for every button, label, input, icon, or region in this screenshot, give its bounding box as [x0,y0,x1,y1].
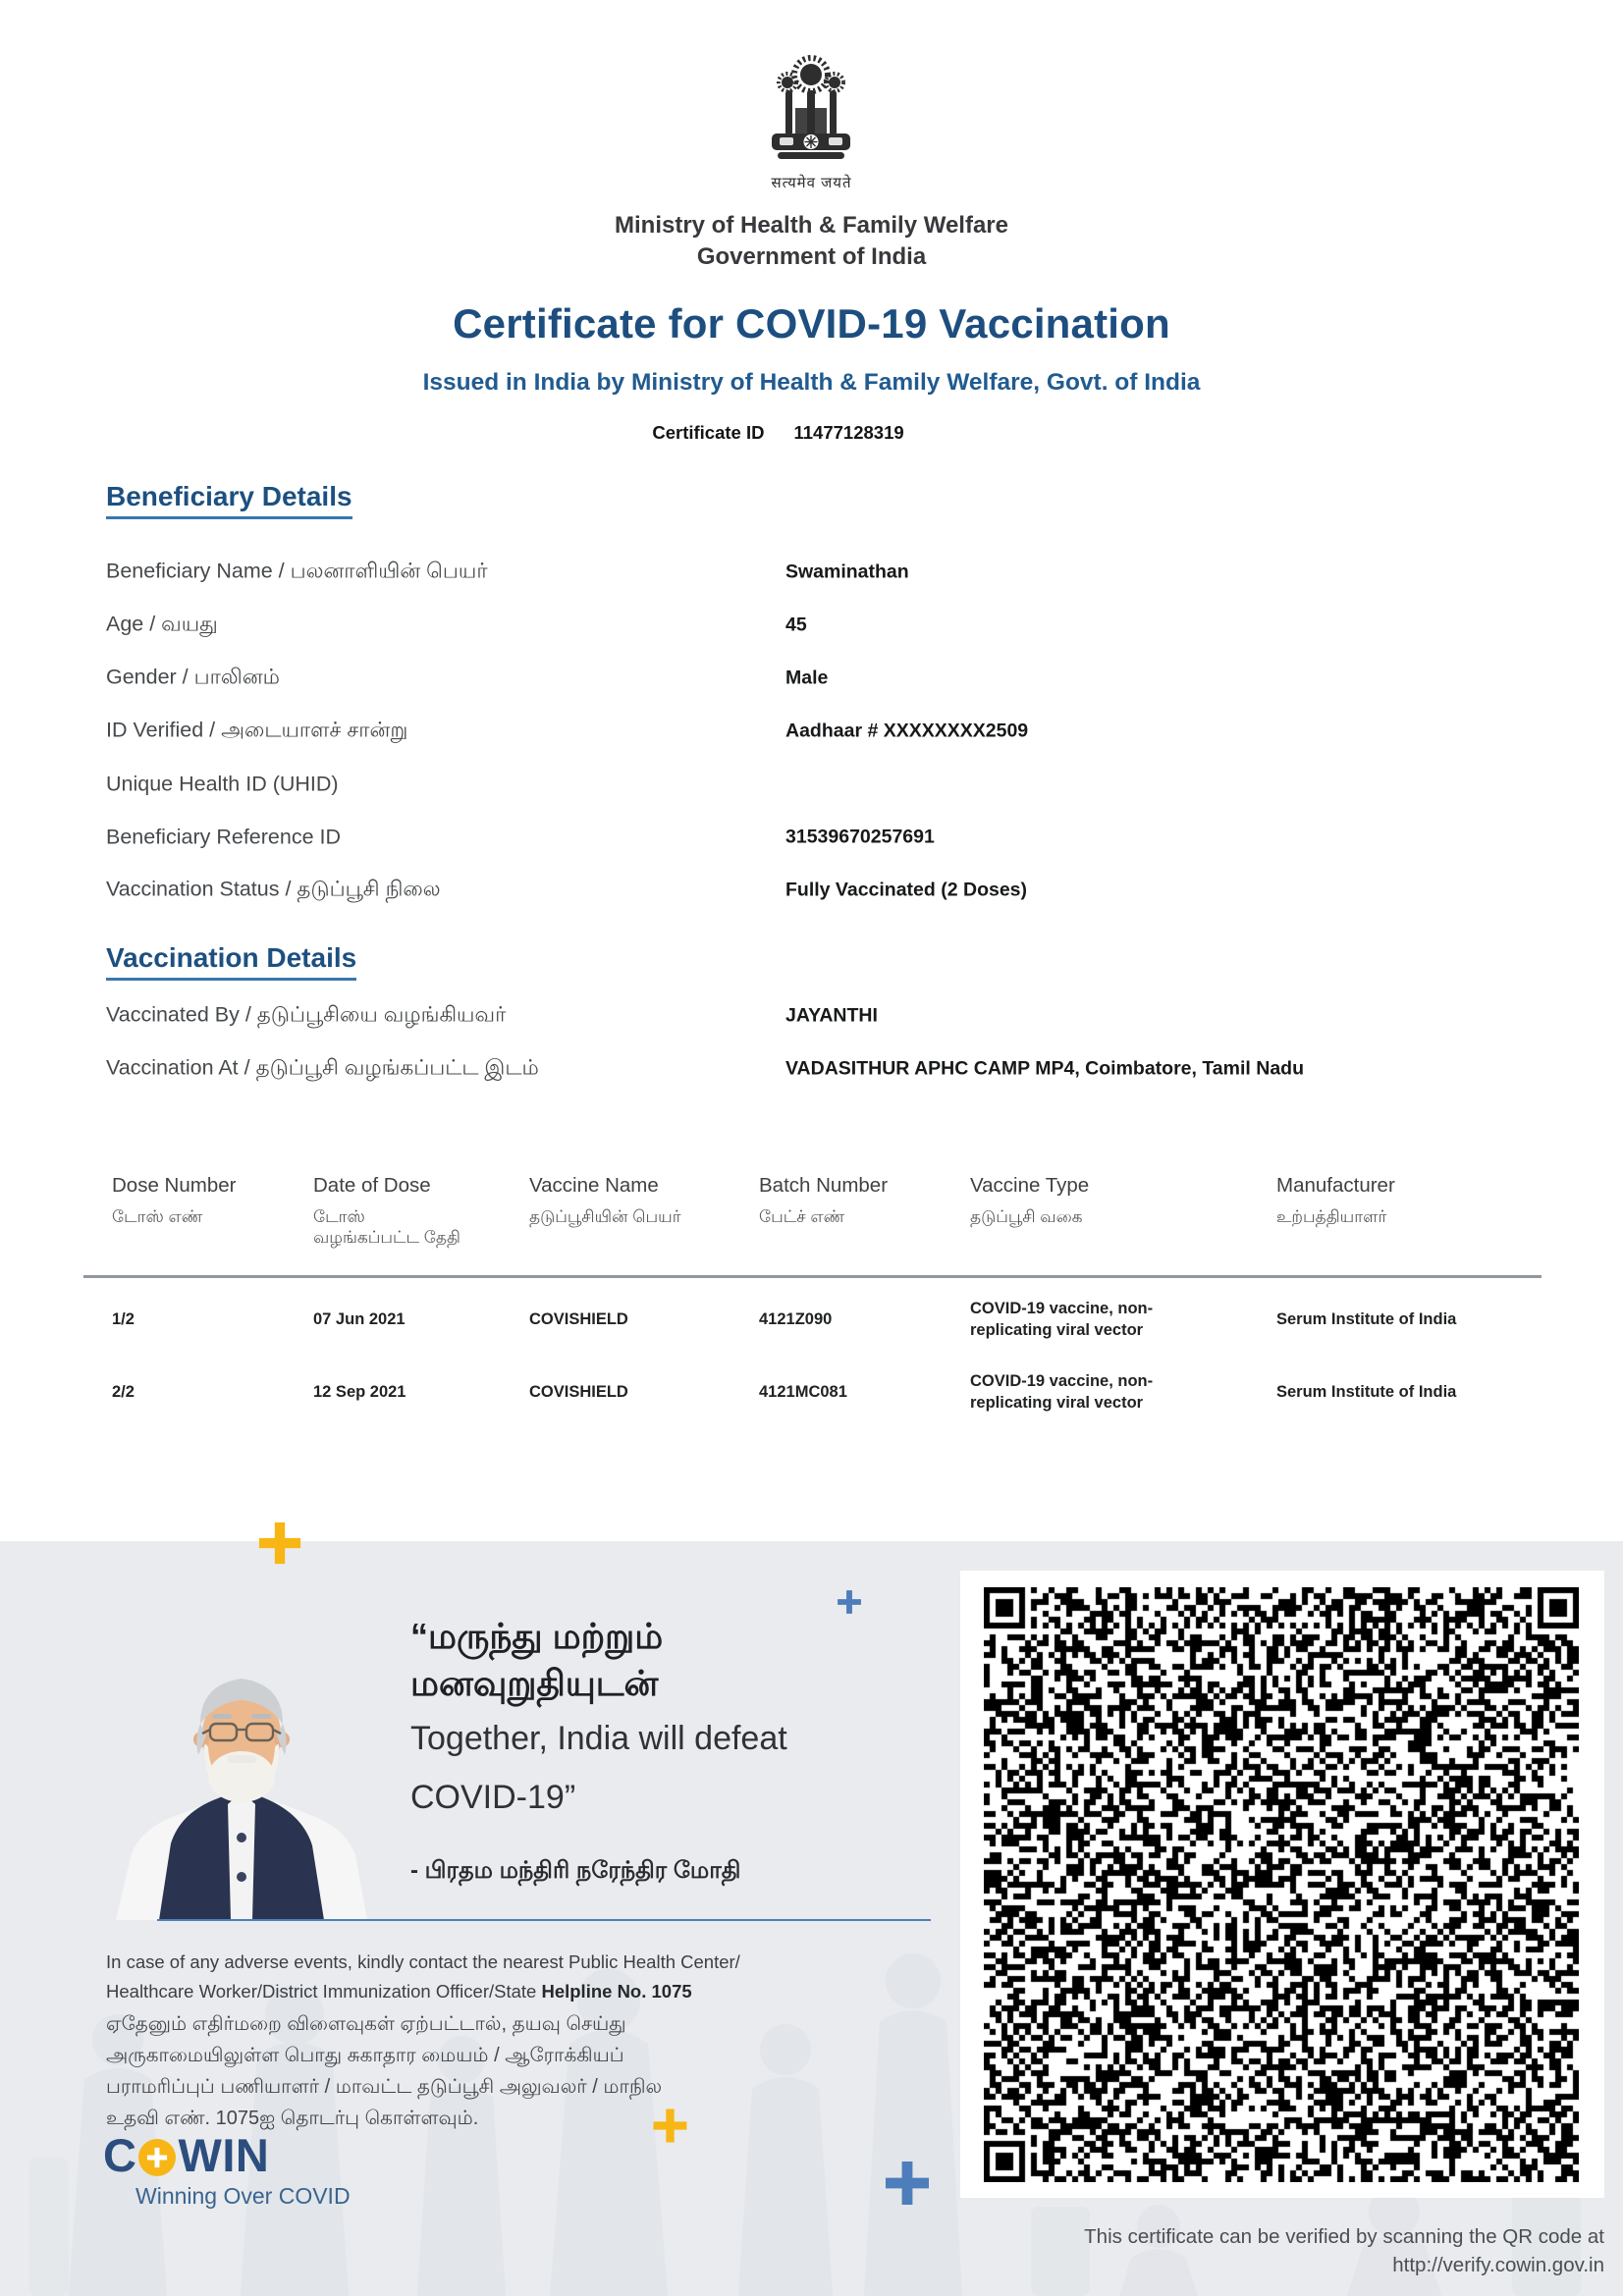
detail-label: ID Verified / அடையாளச் சான்று [106,718,408,742]
detail-row [106,1042,1540,1095]
notice-line2: Healthcare Worker/District Immunization Officer/State [106,1981,542,2002]
detail-label: Unique Health ID (UHID) [106,772,339,796]
table-divider [83,1275,1542,1278]
verify-url[interactable]: http://verify.cowin.gov.in [1392,2254,1604,2276]
quote-english-line1: Together, India will defeat [410,1720,787,1757]
cowin-logo [103,2128,269,2182]
column-header [1276,1174,1551,1248]
adverse-events-notice-tamil: ஏதேனும் எதிர்மறை விளைவுகள் ஏற்பட்டால், தயவு செய்து அருகாமையிலுள்ள பொது சுகாதார மையம் / ஆரோக்கியப் பராமரிப்புப் பணியாளர் / மாவட்ட தடுப்பூசி அலுவலர் / மாநில உதவி எண். 1075ஐ தொடர்பு கொள்ளவும். [106,2013,663,2129]
detail-label: Vaccinated By / தடுப்பூசியை வழங்கியவர் [106,1002,507,1027]
column-header-en: Manufacturer [1276,1174,1395,1197]
column-header-en: Dose Number [112,1174,237,1197]
vaccination-details-heading: Vaccination Details [106,942,356,981]
detail-row [106,989,1540,1042]
column-header [970,1174,1276,1248]
cowin-logo-plus-icon [138,2139,176,2176]
qr-code-panel [960,1571,1604,2198]
detail-row [106,599,1540,652]
detail-row [106,546,1540,599]
table-cell: COVID-19 vaccine, non-replicating viral vector [970,1300,1154,1339]
detail-row [106,864,1540,917]
table-cell: 4121MC081 [759,1383,847,1401]
verification-note [976,2222,1604,2279]
detail-value: VADASITHUR APHC CAMP MP4, Coimbatore, Tamil Nadu [785,1057,1304,1080]
table-cell: COVISHIELD [529,1383,628,1401]
table-cell: COVID-19 vaccine, non-replicating viral vector [970,1372,1154,1412]
dose-table-row-2 [112,1361,1561,1423]
table-cell: 12 Sep 2021 [313,1383,406,1401]
column-header-ta: டோஸ் எண் [112,1207,203,1226]
table-cell: COVISHIELD [529,1310,628,1328]
plus-decoration-yellow-top-icon [257,1521,302,1566]
column-header-ta: டோஸ் வழங்கப்பட்ட தேதி [313,1207,460,1247]
cowin-logo-c: C [103,2129,137,2181]
dose-table-header [112,1174,1561,1248]
certificate-id [0,422,1590,444]
detail-row [106,811,1540,864]
pm-modi-photo [98,1645,385,1920]
detail-label: Vaccination At / தடுப்பூசி வழங்கப்பட்ட இடம் [106,1055,539,1080]
emblem-motto: सत्यमेव जयते [771,175,852,191]
helpline-number: Helpline No. 1075 [541,1981,692,2002]
detail-label: Beneficiary Reference ID [106,825,341,849]
column-header-ta: உற்பத்தியாளர் [1276,1207,1387,1226]
table-cell: Serum Institute of India [1276,1383,1457,1401]
detail-row [106,758,1540,811]
beneficiary-details-list [106,546,1540,917]
column-header-ta: தடுப்பூசி வகை [970,1207,1083,1226]
detail-value: 45 [785,614,807,636]
column-header-en: Batch Number [759,1174,889,1197]
column-header-en: Vaccine Name [529,1174,659,1197]
column-header [313,1174,529,1248]
certificate-id-label: Certificate ID [652,422,765,443]
plus-decoration-blue-bottom-icon [884,2160,931,2207]
detail-row [106,652,1540,705]
table-cell: 07 Jun 2021 [313,1310,406,1328]
plus-decoration-blue-small-icon [837,1589,862,1615]
notice-line1: In case of any adverse events, kindly contact the nearest Public Health Center/ [106,1951,740,1972]
cowin-logo-win: WIN [178,2129,270,2181]
detail-label: Vaccination Status / தடுப்பூசி நிலை [106,877,441,901]
column-header [112,1174,313,1248]
certificate-id-value: 11477128319 [793,422,904,443]
detail-label: Age / வயது [106,612,218,636]
quote-tamil-line1: “மருந்து மற்றும் [410,1616,664,1656]
ministry-name: Ministry of Health & Family Welfare [615,212,1008,239]
detail-row [106,705,1540,758]
detail-label: Gender / பாலினம் [106,665,280,689]
column-header-ta: பேட்ச் எண் [759,1207,845,1226]
vaccination-details-list [106,989,1540,1095]
detail-value: Swaminathan [785,561,909,583]
detail-label: Beneficiary Name / பலனாளியின் பெயர் [106,559,488,583]
detail-value: Fully Vaccinated (2 Doses) [785,879,1028,901]
quote-divider-line [157,1919,931,1921]
column-header-ta: தடுப்பூசியின் பெயர் [529,1207,681,1226]
column-header-en: Date of Dose [313,1174,431,1197]
detail-value: Male [785,667,829,689]
detail-value: JAYANTHI [785,1004,878,1027]
beneficiary-details-heading: Beneficiary Details [106,481,352,519]
detail-value: Aadhaar # XXXXXXXX2509 [785,720,1029,742]
quote-tamil-line2: மனவுறுதியுடன் [410,1663,659,1703]
india-national-emblem-icon [762,49,860,169]
verify-text: This certificate can be verified by scanning the QR code at [1084,2225,1604,2248]
table-cell: 4121Z090 [759,1310,833,1328]
table-cell: Serum Institute of India [1276,1310,1457,1328]
certificate-title: Certificate for COVID-19 Vaccination [453,300,1170,347]
certificate-subtitle: Issued in India by Ministry of Health & Family Welfare, Govt. of India [422,369,1201,396]
dose-table-row-1 [112,1288,1561,1351]
column-header-en: Vaccine Type [970,1174,1090,1197]
column-header [529,1174,759,1248]
table-cell: 2/2 [112,1383,135,1401]
adverse-events-notice [106,1948,742,2006]
quote-attribution: - பிரதம மந்திரி நரேந்திர மோதி [410,1857,741,1884]
quote-english-line2: COVID-19” [410,1779,576,1816]
detail-value: 31539670257691 [785,826,935,848]
column-header [759,1174,970,1248]
cowin-tagline: Winning Over COVID [135,2183,351,2209]
qr-code [984,1587,1579,2182]
table-cell: 1/2 [112,1310,135,1328]
government-name: Government of India [696,243,927,270]
